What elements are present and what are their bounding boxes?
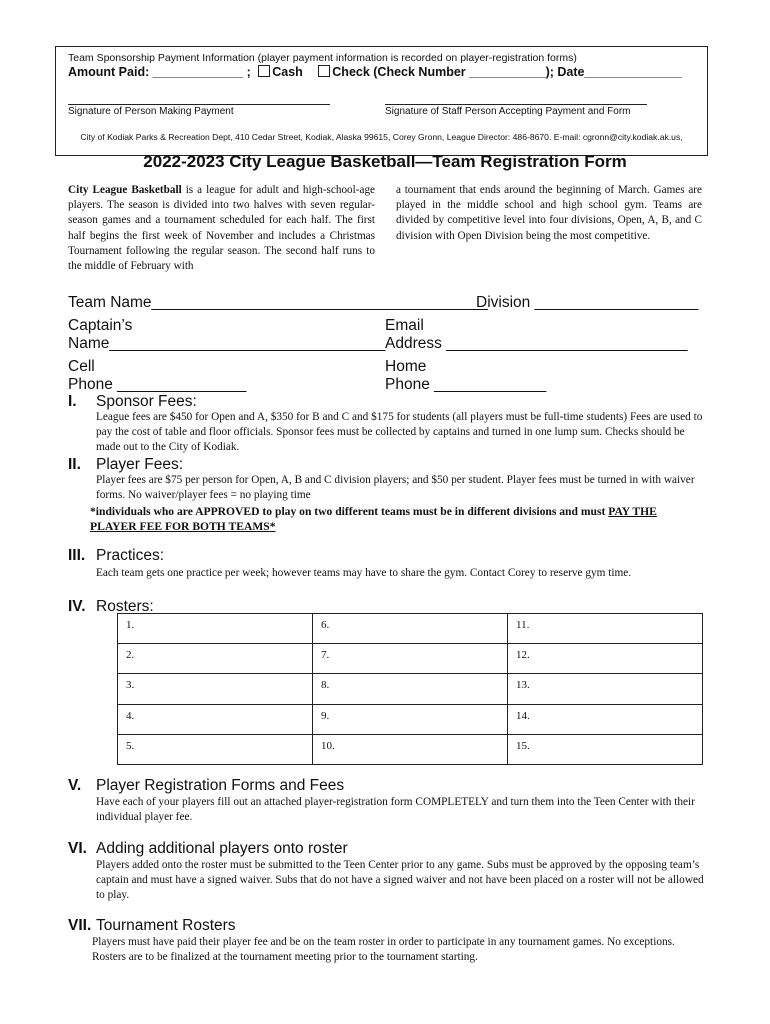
date-field[interactable]: ______________: [584, 65, 682, 79]
note-text: *individuals who are APPROVED to play on two different teams must be in different divisions and must: [90, 505, 609, 518]
roster-table: [117, 613, 703, 765]
payer-signature-line[interactable]: [68, 104, 330, 105]
sponsor-fees-text: League fees are $450 for Open and A, $350 for B and C and $175 for students (all players must be full-time students) Fees are used to pay the cost of table and floor officials. Sponsor fees must be collected by captains and turned in one lump sum. Checks should be made out to the City of Kodiak.: [96, 411, 703, 454]
note-asterisk: *: [269, 520, 276, 534]
section-title: Practices:: [96, 547, 165, 564]
tournament-rosters-text: Players must have paid their player fee and be on the team roster in order to participate in any tournament games. No exceptions. Rosters are to be finalized at the tournament meeting prior to the tournament starting.: [92, 936, 675, 964]
section-number: I.: [68, 393, 77, 410]
roster-slot[interactable]: 13.: [508, 674, 703, 704]
cell-label: Cell: [68, 358, 95, 375]
staff-signature-label: Signature of Staff Person Accepting Payment and Form: [385, 106, 631, 117]
roster-slot[interactable]: 7.: [313, 644, 508, 674]
section-title: Player Registration Forms and Fees: [96, 777, 345, 794]
roster-slot[interactable]: 9.: [313, 704, 508, 734]
email-label: Email: [385, 317, 424, 334]
check-checkbox[interactable]: [318, 65, 330, 77]
roster-slot[interactable]: 6.: [313, 614, 508, 644]
note-emphasis: PAY THE PLAYER FEE FOR BOTH TEAMS: [90, 505, 657, 534]
division-field[interactable]: Division ___________________: [476, 294, 699, 311]
home-label: Home: [385, 358, 427, 375]
staff-signature-line[interactable]: [385, 104, 647, 105]
section-number: V.: [68, 777, 82, 794]
amount-paid-field[interactable]: Amount Paid: _____________ ;: [68, 65, 251, 79]
section-adding-players-heading: [68, 840, 348, 858]
intro-lead: City League Basketball: [68, 184, 182, 196]
email-address-field[interactable]: Address ____________________________: [385, 335, 688, 352]
intro-left-text: is a league for adult and high-school-age players. The season is divided into two halves with seven regular-season games and a tournament scheduled for each half. The first half begins the first week of November and includes a Christmas Tournament following the regular season. The second half runs to the middle of February with: [68, 184, 375, 273]
intro-left-column: [68, 183, 375, 274]
home-phone-field[interactable]: Phone _____________: [385, 376, 547, 393]
section-registration-forms-heading: [68, 777, 344, 795]
section-practices-heading: [68, 547, 164, 565]
section-tournament-rosters-heading: [68, 917, 236, 935]
table-row: [118, 704, 703, 734]
section-number: II.: [68, 456, 81, 473]
roster-slot[interactable]: 3.: [118, 674, 313, 704]
player-fees-text: Player fees are $75 per person for Open, A, B and C division players; and $50 per student. Player fees must be turned in with waiver forms. No waiver/player fees = no playing time: [96, 474, 695, 502]
payer-signature-label: Signature of Person Making Payment: [68, 106, 234, 117]
roster-slot[interactable]: 2.: [118, 644, 313, 674]
roster-slot[interactable]: 12.: [508, 644, 703, 674]
table-row: [118, 734, 703, 764]
section-title: Tournament Rosters: [96, 917, 236, 934]
roster-slot[interactable]: 10.: [313, 734, 508, 764]
contact-info: City of Kodiak Parks & Recreation Dept, 410 Cedar Street, Kodiak, Alaska 99615, Corey Gronn, League Director: 486-8670. E-mail: cgronn@city.kodiak.ak.us,: [80, 132, 683, 142]
section-number: VII.: [68, 917, 92, 934]
page-title: 2022-2023 City League Basketball—Team Registration Form: [143, 152, 627, 171]
section-player-fees-heading: [68, 456, 183, 474]
roster-slot[interactable]: 15.: [508, 734, 703, 764]
intro-right-column: a tournament that ends around the beginning of March. Games are played in the middle school and high school gym. Teams are divided by competitive level into four divisions, Open, A, B, and C division with Open Division being the most competitive.: [396, 184, 702, 242]
section-title: Player Fees:: [96, 456, 184, 473]
team-name-field[interactable]: Team Name_______________________________________: [68, 294, 488, 311]
section-number: VI.: [68, 840, 87, 857]
payment-info-box: [55, 46, 708, 156]
roster-slot[interactable]: 11.: [508, 614, 703, 644]
section-number: IV.: [68, 598, 86, 615]
table-row: [118, 674, 703, 704]
cash-checkbox[interactable]: [258, 65, 270, 77]
section-number: III.: [68, 547, 86, 564]
cell-phone-field[interactable]: Phone _______________: [68, 376, 247, 393]
roster-slot[interactable]: 14.: [508, 704, 703, 734]
adding-players-text: Players added onto the roster must be submitted to the Teen Center prior to any game. Subs must be approved by the opposing team’s captain and must have a signed waiver. Subs that do not have a signed waiver and not have been placed on a roster will not be allowed to play.: [96, 859, 704, 902]
table-row: [118, 614, 703, 644]
section-title: Adding additional players onto roster: [96, 840, 348, 857]
table-row: [118, 644, 703, 674]
section-title: Sponsor Fees:: [96, 393, 197, 410]
practices-text: Each team gets one practice per week; however teams may have to share the gym. Contact Corey to reserve gym time.: [96, 567, 632, 579]
section-sponsor-fees-heading: [68, 393, 197, 411]
captain-label: Captain’s: [68, 317, 133, 334]
payment-header: Team Sponsorship Payment Information (player payment information is recorded on player-registration forms): [68, 52, 577, 64]
captain-name-field[interactable]: Name________________________________: [68, 335, 386, 352]
section-title: Rosters:: [96, 598, 154, 615]
roster-slot[interactable]: 1.: [118, 614, 313, 644]
two-teams-note: [90, 504, 700, 534]
roster-slot[interactable]: 4.: [118, 704, 313, 734]
roster-slot[interactable]: 5.: [118, 734, 313, 764]
payment-amount-line: [68, 65, 682, 79]
cash-label: Cash: [272, 65, 303, 79]
registration-forms-text: Have each of your players fill out an attached player-registration form COMPLETELY and turn them into the Teen Center with their individual player fee.: [96, 796, 695, 824]
check-label: Check (Check Number ___________); Date: [332, 65, 585, 79]
roster-slot[interactable]: 8.: [313, 674, 508, 704]
